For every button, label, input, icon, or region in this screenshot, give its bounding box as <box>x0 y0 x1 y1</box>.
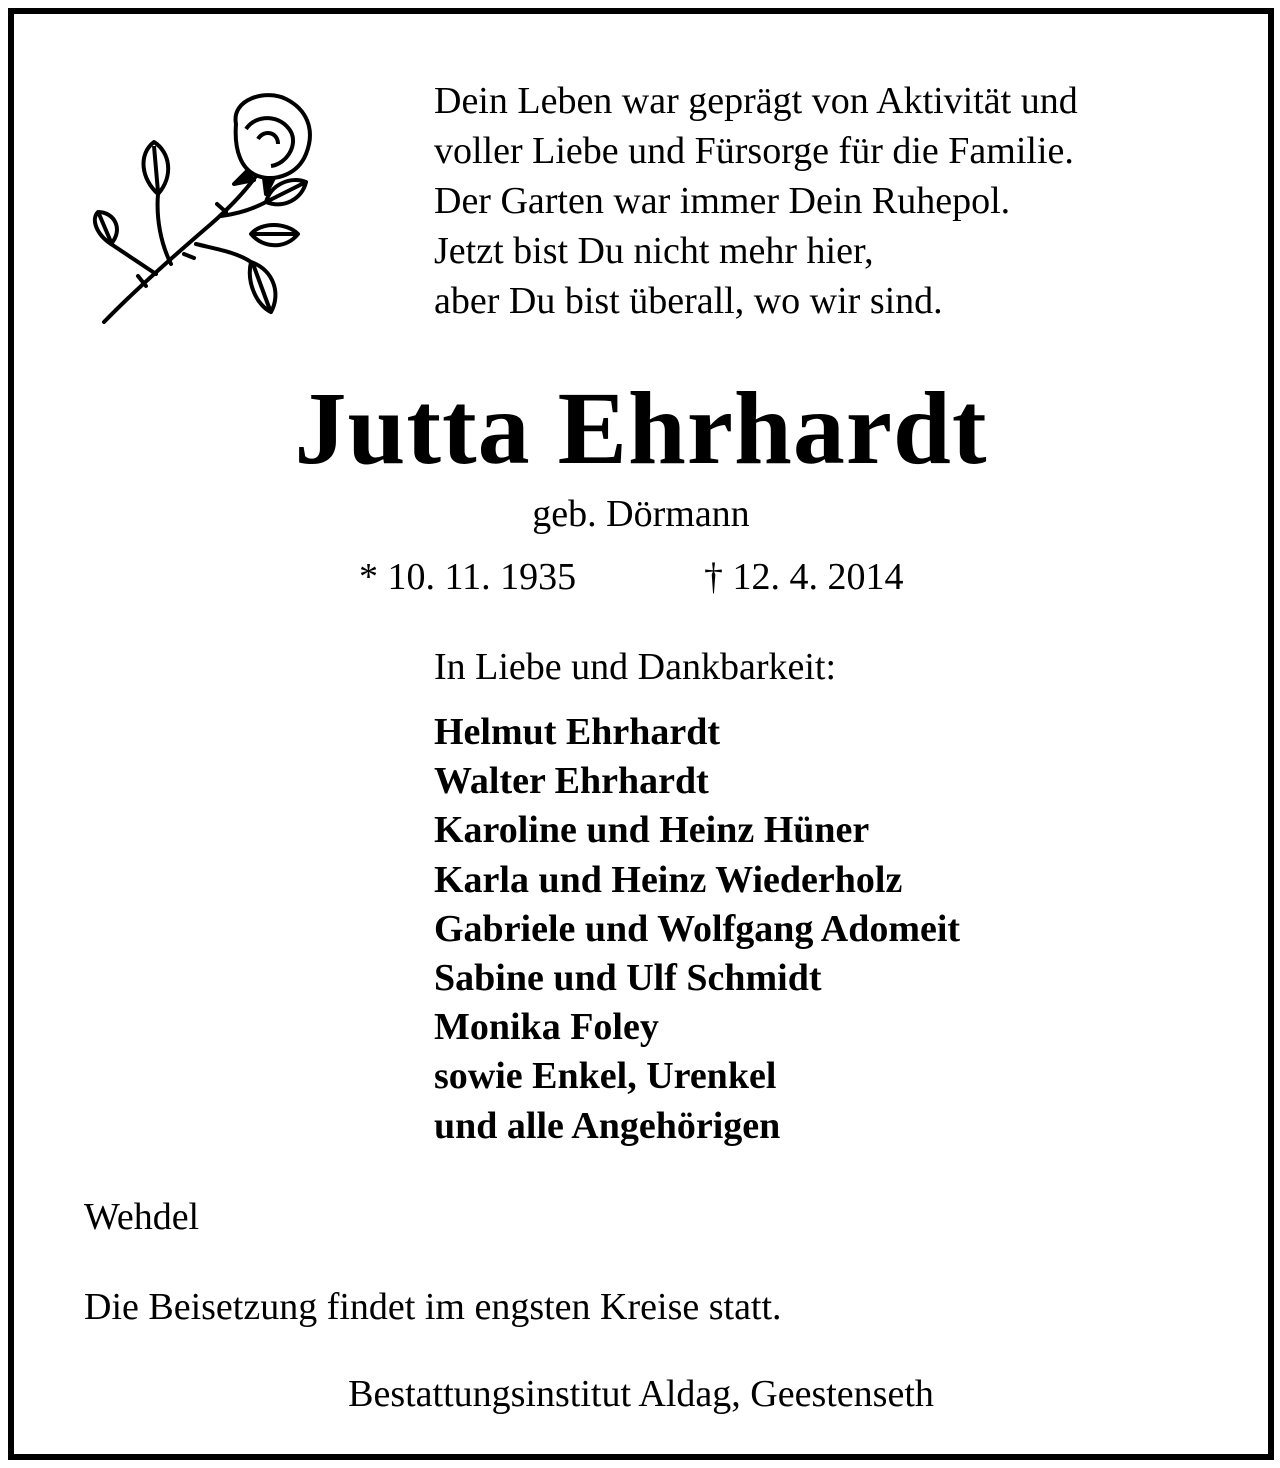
poem-line: aber Du bist überall, wo wir sind. <box>434 280 943 322</box>
poem-line: voller Liebe und Fürsorge für die Familie. <box>434 130 1074 172</box>
mourner-entry: Walter Ehrhardt <box>434 760 709 803</box>
deceased-name: Jutta Ehrhardt <box>294 371 988 486</box>
rose-icon <box>86 84 336 339</box>
place-name: Wehdel <box>84 1196 200 1238</box>
poem-line: Dein Leben war geprägt von Aktivität und <box>434 80 1078 122</box>
maiden-name: geb. Dörmann <box>532 493 750 535</box>
mourner-entry: Helmut Ehrhardt <box>434 711 721 753</box>
thanks-line: In Liebe und Dankbarkeit: <box>434 646 837 688</box>
memorial-poem <box>434 76 1078 326</box>
funeral-home: Bestattungsinstitut Aldag, Geestenseth <box>348 1373 934 1415</box>
poem-line: Jetzt bist Du nicht mehr hier, <box>434 230 874 272</box>
mourners-list <box>434 708 960 1151</box>
obituary-notice <box>8 8 1274 1460</box>
poem-line: Der Garten war immer Dein Ruhepol. <box>434 180 1011 222</box>
mourner-entry: Karla und Heinz Wiederholz <box>434 858 903 901</box>
death-date: † 12. 4. 2014 <box>704 556 904 598</box>
mourner-entry: Sabine und Ulf Schmidt <box>434 957 822 1000</box>
mourner-entry: sowie Enkel, Urenkel <box>434 1055 777 1098</box>
mourner-entry: Monika Foley <box>434 1006 659 1049</box>
mourner-entry: Gabriele und Wolfgang Adomeit <box>434 907 961 950</box>
mourner-entry: Karoline und Heinz Hüner <box>434 809 870 852</box>
birth-date: * 10. 11. 1935 <box>359 556 577 598</box>
burial-note: Die Beisetzung findet im engsten Kreise statt. <box>84 1286 782 1328</box>
mourner-entry: und alle Angehörigen <box>434 1104 781 1147</box>
